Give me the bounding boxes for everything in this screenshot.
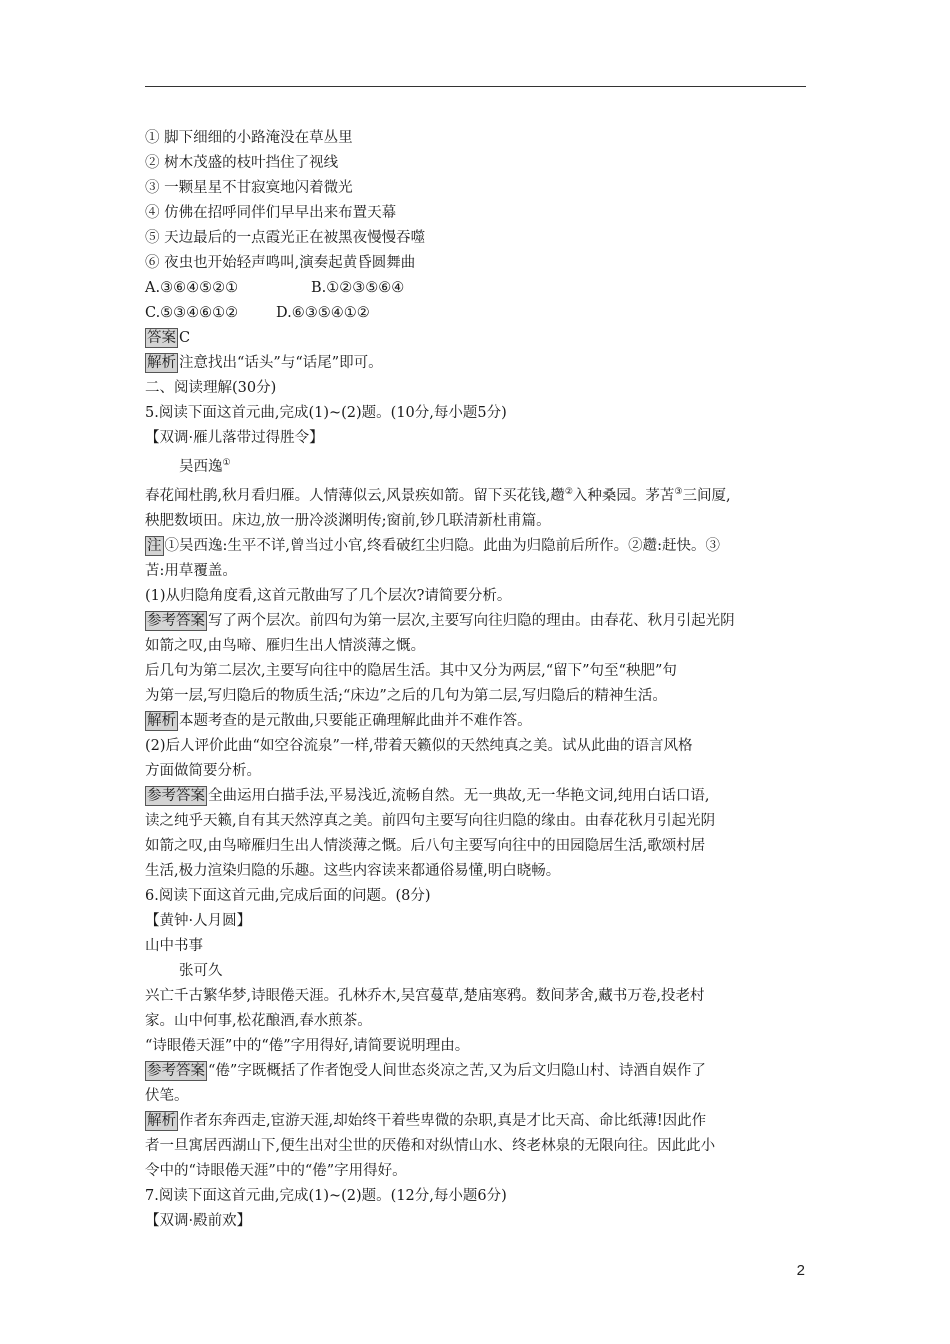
q6-analysis-line-2: 者一旦寓居西湖山下,便生出对尘世的厌倦和对纵情山水、终老林泉的无限向往。因此此小 (145, 1137, 716, 1154)
q5-sub1-answer: 参考答案 写了两个层次。前四句为第一层次,主要写向往归隐的理由。由春花、秋月引起光阴 (147, 612, 735, 629)
page-number: 2 (796, 1262, 805, 1279)
q5-sub2-answer-line-3: 如箭之叹,由鸟啼雁归生出人情淡薄之慨。后八句主要写向往中的田园隐居生活,歌颂村居 (145, 837, 706, 854)
q5-sub2-question: (2)后人评价此曲“如空谷流泉”一样,带着天籁似的天然纯真之美。试从此曲的语言风格 (145, 737, 693, 754)
q5-sub1-answer-line-4: 为第一层,写归隐后的物质生活;“床边”之后的几句为第二层,写归隐后的精神生活。 (145, 687, 667, 704)
q5-note-cont: 苫:用草覆盖。 (145, 562, 237, 579)
analysis-text: 注意找出“话头”与“话尾”即可。 (179, 355, 383, 371)
q4-sentence-2: ② 树木茂盛的枝叶挡住了视线 (145, 155, 339, 171)
q5-note: 注 ①吴西逸:生平不详,曾当过小官,终看破红尘归隐。此曲为归隐前后所作。②趱:赶快。③ (147, 537, 720, 554)
q7-stem: 7.阅读下面这首元曲,完成(1)~(2)题。(12分,每小题6分) (145, 1187, 507, 1204)
q5-sub2-answer-line-2: 读之纯乎天籁,自有其天然淳真之美。前四句主要写向往归隐的缘由。由春花秋月引起光阴 (145, 812, 716, 829)
q5-sub1-analysis: 解析 本题考查的是元散曲,只要能正确理解此曲并不难作答。 (147, 712, 532, 729)
q5-sub2-answer: 参考答案 全曲运用白描手法,平易浅近,流畅自然。无一典故,无一华艳文词,纯用白话口语, (147, 787, 710, 804)
q5-poem-line-2: 秧肥数顷田。床边,放一册冷淡渊明传;窗前,钞几联清新杜甫篇。 (145, 512, 551, 529)
q6-stem: 6.阅读下面这首元曲,完成后面的问题。(8分) (145, 887, 431, 904)
q4-sentence-3: ③ 一颗星星不甘寂寞地闪着微光 (145, 180, 353, 196)
q6-answer: 参考答案 “倦”字既概括了作者饱受人间世态炎凉之苦,又为后文归隐山村、诗酒自娱作了 (147, 1062, 706, 1079)
q5-sub2-answer-line-4: 生活,极力渲染归隐的乐趣。这些内容读来都通俗易懂,明白晓畅。 (145, 862, 561, 879)
q6-title: 【黄钟·人月圆】 (145, 912, 252, 929)
q4-sentence-4: ④ 仿佛在招呼同伴们早早出来布置天幕 (145, 205, 397, 221)
q6-subtitle: 山中书事 (145, 937, 203, 954)
q6-question: “诗眼倦天涯”中的“倦”字用得好,请简要说明理由。 (145, 1037, 470, 1054)
q6-answer-line-2: 伏笔。 (145, 1087, 189, 1104)
q5-sub2-question-line-2: 方面做简要分析。 (145, 762, 261, 779)
q5-sub1-question: (1)从归隐角度看,这首元散曲写了几个层次?请简要分析。 (145, 587, 512, 604)
header-rule (145, 86, 806, 87)
q4-sentence-1: ① 脚下细细的小路淹没在草丛里 (145, 130, 353, 146)
note-tag: 注 (147, 537, 162, 554)
answer-text: C (179, 330, 191, 346)
reference-answer-tag: 参考答案 (147, 612, 205, 629)
q5-title: 【双调·雁儿落带过得胜令】 (145, 430, 324, 446)
analysis-tag: 解析 (147, 1112, 176, 1129)
page-body (145, 126, 811, 1234)
q4-option-b: B.①②③⑤⑥④ (311, 280, 405, 296)
q6-analysis-line-3: 令中的“诗眼倦天涯”中的“倦”字用得好。 (145, 1162, 407, 1179)
section-heading: 二、阅读理解(30分) (145, 380, 277, 396)
q5-poem-line-1: 春花闻杜鹃,秋月看归雁。人情薄似云,风景疾如箭。留下买花钱,趱②入种桑园。茅苫③三间厦, (145, 486, 731, 504)
q5-sub1-answer-line-3: 后几句为第二层次,主要写向往中的隐居生活。其中又分为两层,“留下”句至“秧肥”句 (145, 662, 677, 679)
q7-title: 【双调·殿前欢】 (145, 1212, 252, 1229)
q4-option-d: D.⑥③⑤④①② (276, 305, 370, 321)
q5-stem: 5.阅读下面这首元曲,完成(1)~(2)题。(10分,每小题5分) (145, 405, 507, 421)
q4-analysis (145, 351, 811, 376)
q4-sentence-6: ⑥ 夜虫也开始轻声鸣叫,演奏起黄昏圆舞曲 (145, 255, 416, 271)
reference-answer-tag: 参考答案 (147, 787, 205, 804)
reference-answer-tag: 参考答案 (147, 1062, 205, 1079)
q5-author: 吴西逸① (179, 458, 231, 475)
q4-options-row-2 (145, 301, 811, 326)
q6-author: 张可久 (179, 962, 223, 979)
q6-analysis: 解析 作者东奔西走,宦游天涯,却始终干着些卑微的杂职,真是才比天高、命比纸薄!因此作 (147, 1112, 707, 1129)
q5-sub1-answer-line-2: 如箭之叹,由鸟啼、雁归生出人情淡薄之慨。 (145, 637, 426, 654)
q6-poem-line-1: 兴亡千古繁华梦,诗眼倦天涯。孔林乔木,吴宫蔓草,楚庙寒鸦。数间茅舍,藏书万卷,投老村 (145, 987, 705, 1004)
q4-sentence-5: ⑤ 天边最后的一点霞光正在被黑夜慢慢吞噬 (145, 230, 426, 246)
analysis-tag: 解析 (147, 712, 176, 729)
q4-option-a: A.③⑥④⑤②① (145, 280, 239, 296)
answer-tag: 答案 (147, 330, 176, 346)
analysis-tag: 解析 (147, 355, 176, 371)
q4-answer (145, 326, 811, 351)
q6-poem-line-2: 家。山中何事,松花酿酒,春水煎茶。 (145, 1012, 372, 1029)
q4-option-c: C.⑤③④⑥①② (145, 305, 239, 321)
q4-options-row-1 (145, 276, 811, 301)
footnote-marker: ① (222, 458, 231, 468)
